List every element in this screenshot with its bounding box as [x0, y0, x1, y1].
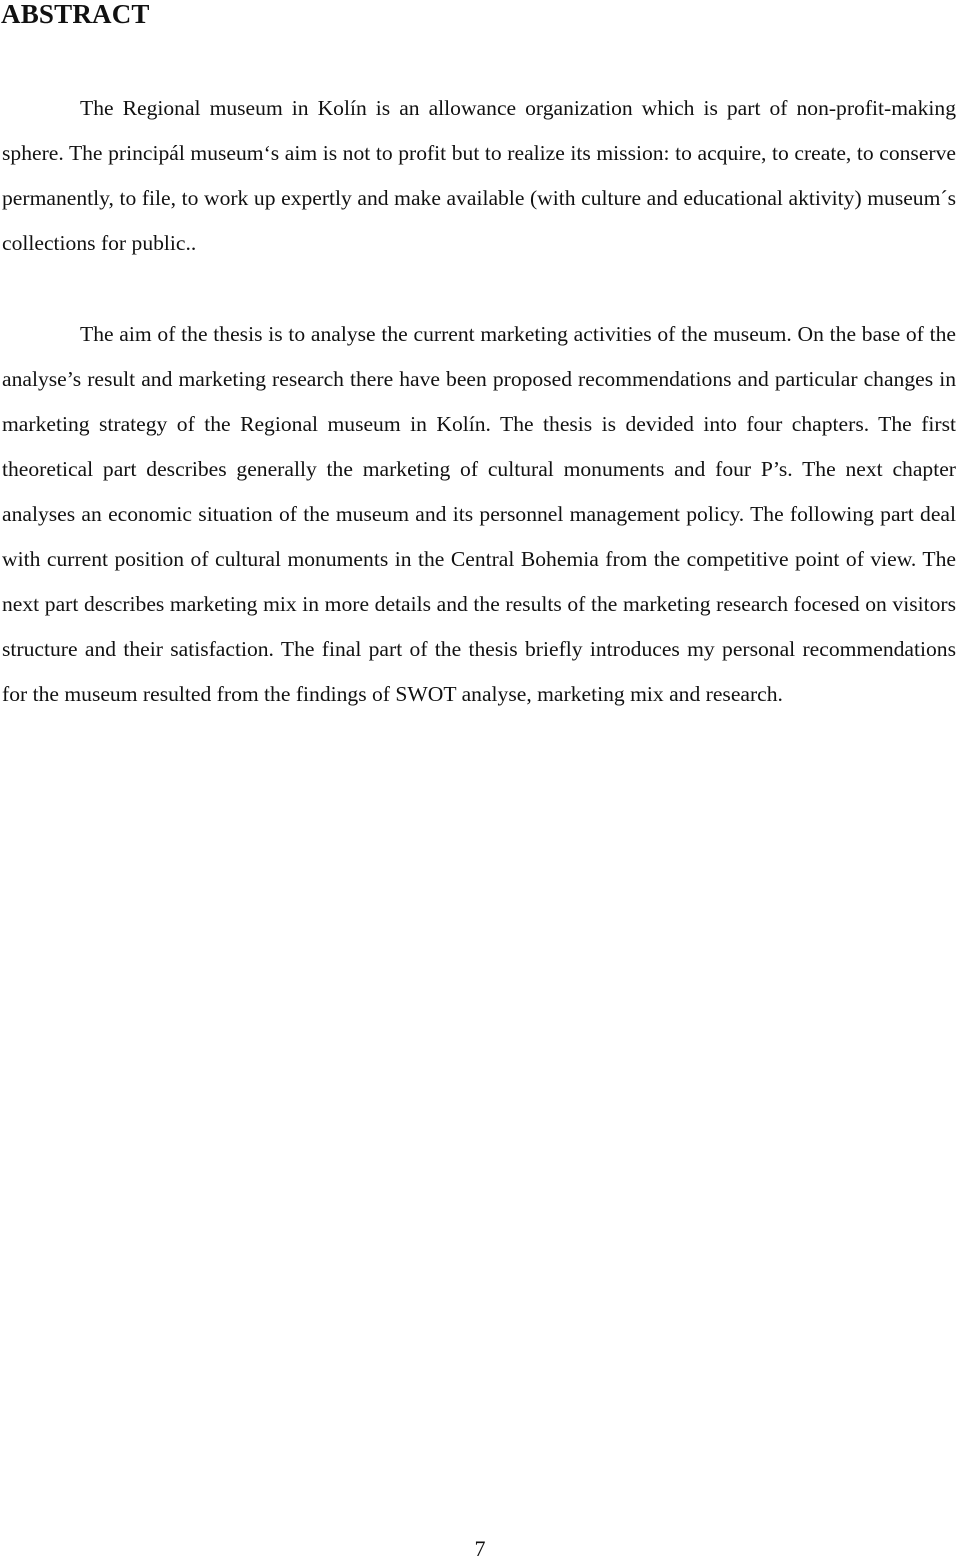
abstract-paragraph-2: The aim of the thesis is to analyse the current marketing activities of the museum. On the base of the analyse’s result and marketing research there have been proposed recommendations and particular changes in marketing strategy of the Regional museum in Kolín. The thesis is devided into four chapters. The first theoretical part describes generally the marketing of cultural monuments and four P’s. The next chapter analyses an economic situation of the museum and its personnel management policy. The following part deal with current position of cultural monuments in the Central Bohemia from the competitive point of view. The next part describes marketing mix in more details and the results of the marketing research focesed on visitors structure and their satisfaction. The final part of the thesis briefly introduces my personal recommendations for the museum resulted from the findings of SWOT analyse, marketing mix and research.	[2, 322, 956, 706]
abstract-heading: ABSTRACT	[1, 0, 150, 29]
abstract-paragraph-1: The Regional museum in Kolín is an allowance organization which is part of non-profit-making sphere. The principál museum‘s aim is not to profit but to realize its mission: to acquire, to create, to conserve permanently, to file, to work up expertly and make available (with culture and educational aktivity) museum´s collections for public..	[2, 96, 956, 255]
page-number: 7	[474, 1536, 486, 1561]
